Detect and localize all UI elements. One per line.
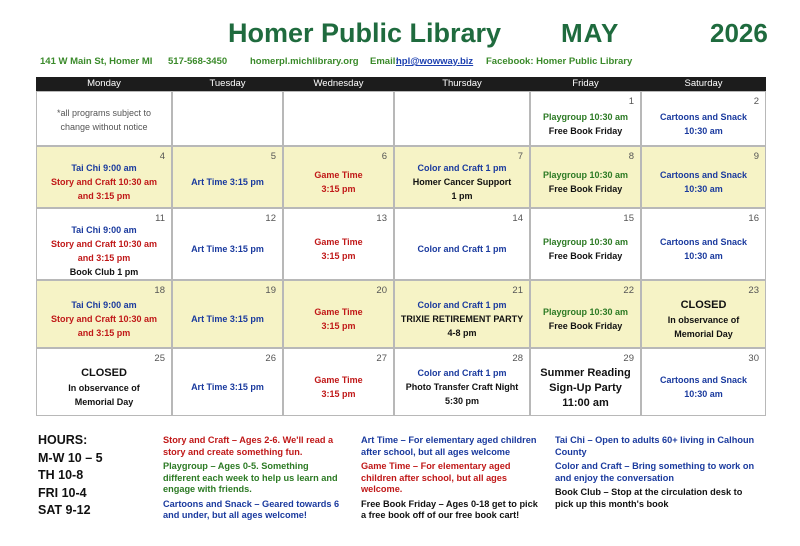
day-number: 29 (623, 353, 634, 364)
event-list (395, 366, 529, 408)
event-list (173, 175, 282, 189)
event-list (37, 161, 171, 203)
event-list (531, 366, 640, 411)
event-line: Free Book Friday (548, 184, 623, 194)
event-list (37, 223, 171, 279)
day-number: 30 (748, 353, 759, 364)
calendar-cell (641, 348, 766, 416)
event-line: Tai Chi 9:00 am (71, 300, 137, 310)
day-number: 26 (265, 353, 276, 364)
address: 141 W Main St, Homer MI (40, 56, 153, 67)
event-line: Memorial Day (674, 329, 733, 339)
facebook-label: Facebook: Homer Public Library (486, 56, 633, 67)
event-list (173, 312, 282, 326)
day-header-wednesday: Wednesday (283, 77, 394, 91)
event-line: Free Book Friday (548, 126, 623, 136)
event-list (173, 242, 282, 256)
day-number: 18 (154, 285, 165, 296)
event-line: Game Time (314, 375, 363, 385)
event-line: Homer Cancer Support (412, 177, 512, 187)
calendar-cell (641, 280, 766, 348)
event-line: Game Time (314, 307, 363, 317)
event-line: Game Time (314, 237, 363, 247)
calendar-cell (283, 208, 394, 280)
day-number: 28 (512, 353, 523, 364)
day-number: 15 (623, 213, 634, 224)
day-number: 1 (628, 96, 634, 107)
event-list (173, 380, 282, 394)
event-list (395, 298, 529, 340)
day-number: 4 (159, 151, 165, 162)
event-line: *all programs subject to (56, 108, 152, 118)
event-line: Sign-Up Party (549, 382, 622, 394)
month-label: MAY (561, 18, 620, 48)
event-line: 11:00 am (562, 397, 609, 409)
legend-item: Playgroup – Ages 0-5. Something different each week to help us learn and engage with friends. (163, 461, 338, 494)
calendar-cell (172, 280, 283, 348)
website-link[interactable]: homerpl.michlibrary.org (250, 56, 359, 67)
day-number: 12 (265, 213, 276, 224)
day-header-friday: Friday (530, 77, 641, 91)
calendar-cell (36, 146, 172, 208)
event-line: Color and Craft 1 pm (417, 163, 507, 173)
event-line: CLOSED (81, 367, 127, 379)
event-line: Book Club 1 pm (69, 267, 139, 277)
library-title: Homer Public Library (228, 18, 502, 48)
year-label: 2026 (710, 18, 768, 48)
legend-column-2 (361, 435, 541, 525)
event-line: Memorial Day (74, 397, 134, 407)
day-number: 20 (376, 285, 387, 296)
event-line: Cartoons and Snack (659, 375, 748, 385)
contact-info (40, 56, 780, 70)
event-list (531, 110, 640, 138)
calendar-cell (641, 146, 766, 208)
event-line: Free Book Friday (548, 251, 623, 261)
hours-lines (38, 450, 158, 520)
calendar-cell (172, 146, 283, 208)
event-line: Cartoons and Snack (659, 237, 748, 247)
event-line: Art Time 3:15 pm (191, 314, 264, 324)
legend-item: Tai Chi – Open to adults 60+ living in Calhoun County (555, 435, 755, 457)
event-list (531, 305, 640, 333)
day-number: 5 (270, 151, 276, 162)
phone: 517-568-3450 (168, 56, 228, 67)
event-line: 3:15 pm (321, 321, 356, 331)
event-list (284, 373, 393, 401)
event-line: Tai Chi 9:00 am (71, 225, 137, 235)
event-list (37, 106, 171, 134)
legend-item: Game Time – For elementary aged children after school, but all ages welcome. (361, 461, 511, 494)
calendar-cell (36, 91, 172, 146)
day-number: 19 (265, 285, 276, 296)
day-number: 6 (381, 151, 387, 162)
calendar-cell (172, 348, 283, 416)
event-list (37, 366, 171, 409)
legend-item: Free Book Friday – Ages 0-18 get to pick a free book off of our free book cart! (361, 498, 538, 520)
legend-item: Art Time – For elementary aged children after school, but all ages welcome (361, 435, 537, 457)
event-line: 10:30 am (684, 389, 723, 399)
event-line: In observance of (68, 383, 140, 393)
event-line: and 3:15 pm (77, 328, 131, 338)
calendar-cell (394, 208, 530, 280)
day-number: 14 (512, 213, 523, 224)
event-line: Tai Chi 9:00 am (71, 163, 137, 173)
event-line: Game Time (314, 170, 363, 180)
event-line: Art Time 3:15 pm (191, 382, 264, 392)
event-line: Art Time 3:15 pm (191, 244, 264, 254)
event-line: change without notice (60, 122, 148, 132)
event-line: Cartoons and Snack (659, 112, 748, 122)
calendar-cell (394, 348, 530, 416)
calendar-cell (172, 91, 283, 146)
calendar-cell (394, 280, 530, 348)
day-number: 8 (628, 151, 634, 162)
calendar-cell (283, 146, 394, 208)
calendar-cell (283, 91, 394, 146)
email-link[interactable]: hpl@wowway.biz (396, 56, 474, 67)
event-list (284, 235, 393, 263)
event-line: Playgroup 10:30 am (542, 170, 629, 180)
legend-item: Book Club – Stop at the circulation desk to pick up this month's book (555, 487, 743, 509)
event-line: Color and Craft 1 pm (417, 368, 507, 378)
event-line: Free Book Friday (548, 321, 623, 331)
event-line: and 3:15 pm (77, 253, 131, 263)
event-line: 4-8 pm (447, 328, 477, 338)
event-line: Playgroup 10:30 am (542, 112, 629, 122)
event-list (642, 373, 765, 401)
event-list (642, 235, 765, 263)
event-line: CLOSED (680, 299, 727, 311)
day-header-monday: Monday (36, 77, 172, 91)
event-line: 3:15 pm (321, 184, 356, 194)
event-line: 3:15 pm (321, 389, 356, 399)
event-line: 10:30 am (684, 126, 723, 136)
day-number: 25 (154, 353, 165, 364)
event-line: Photo Transfer Craft Night (405, 382, 519, 392)
day-number: 11 (155, 213, 165, 224)
event-line: Story and Craft 10:30 am (50, 177, 158, 187)
event-list (395, 242, 529, 256)
event-line: 1 pm (451, 191, 473, 201)
calendar-cell (530, 348, 641, 416)
event-list (284, 305, 393, 333)
event-line: In observance of (667, 315, 740, 325)
event-line: Playgroup 10:30 am (542, 307, 629, 317)
legend-item: Story and Craft – Ages 2-6. We'll read a story and create something fun. (163, 435, 334, 457)
hours-line: SAT 9-12 (38, 503, 91, 517)
calendar-cell (530, 146, 641, 208)
day-number: 2 (753, 96, 759, 107)
day-number: 16 (748, 213, 759, 224)
event-line: Story and Craft 10:30 am (50, 239, 158, 249)
day-number: 7 (517, 151, 523, 162)
event-list (531, 235, 640, 263)
hours-line: FRI 10-4 (38, 485, 87, 500)
calendar-cell (530, 91, 641, 146)
calendar-cell (36, 208, 172, 280)
event-line: 3:15 pm (321, 251, 356, 261)
calendar-cell (283, 348, 394, 416)
day-number: 23 (748, 285, 759, 296)
day-number: 13 (376, 213, 387, 224)
legend-column-1 (163, 435, 345, 525)
day-number: 21 (512, 285, 523, 296)
event-list (531, 168, 640, 196)
calendar-cell (530, 280, 641, 348)
day-header-saturday: Saturday (641, 77, 766, 91)
event-list (642, 168, 765, 196)
hours-line: M-W 10 – 5 (38, 450, 103, 465)
legend-column-3 (555, 435, 755, 513)
calendar-grid (36, 77, 766, 417)
event-line: TRIXIE RETIREMENT PARTY (400, 314, 524, 324)
event-line: Story and Craft 10:30 am (50, 314, 158, 324)
day-header-tuesday: Tuesday (172, 77, 283, 91)
calendar-cell (530, 208, 641, 280)
calendar-cell (641, 91, 766, 146)
event-list (284, 168, 393, 196)
event-line: Cartoons and Snack (659, 170, 748, 180)
event-line: 10:30 am (684, 251, 723, 261)
event-line: Summer Reading (540, 367, 631, 379)
day-header-thursday: Thursday (394, 77, 530, 91)
calendar-cell (36, 348, 172, 416)
calendar-cell (283, 280, 394, 348)
calendar-cell (394, 91, 530, 146)
event-line: and 3:15 pm (77, 191, 131, 201)
calendar-cell (641, 208, 766, 280)
hours-block (38, 432, 158, 520)
event-list (37, 298, 171, 340)
hours-title: HOURS: (38, 433, 88, 447)
calendar-cell (394, 146, 530, 208)
calendar-cell (172, 208, 283, 280)
event-line: 10:30 am (684, 184, 723, 194)
title-row (0, 14, 800, 54)
legend-item: Color and Craft – Bring something to work on and enjoy the conversation (555, 461, 755, 483)
event-line: 5:30 pm (444, 396, 479, 406)
hours-line: TH 10-8 (38, 468, 84, 482)
event-line: Color and Craft 1 pm (417, 244, 507, 254)
day-number: 9 (753, 151, 759, 162)
event-line: Color and Craft 1 pm (417, 300, 507, 310)
legend-item: Cartoons and Snack – Geared towards 6 and under, but all ages welcome! (163, 498, 340, 520)
day-number: 22 (623, 285, 634, 296)
event-list (642, 298, 765, 341)
day-number: 27 (376, 353, 387, 364)
email-label: Email: (370, 56, 399, 67)
event-line: Art Time 3:15 pm (191, 177, 264, 187)
event-list (642, 110, 765, 138)
event-line: Playgroup 10:30 am (542, 237, 629, 247)
event-list (395, 161, 529, 203)
calendar-cell (36, 280, 172, 348)
